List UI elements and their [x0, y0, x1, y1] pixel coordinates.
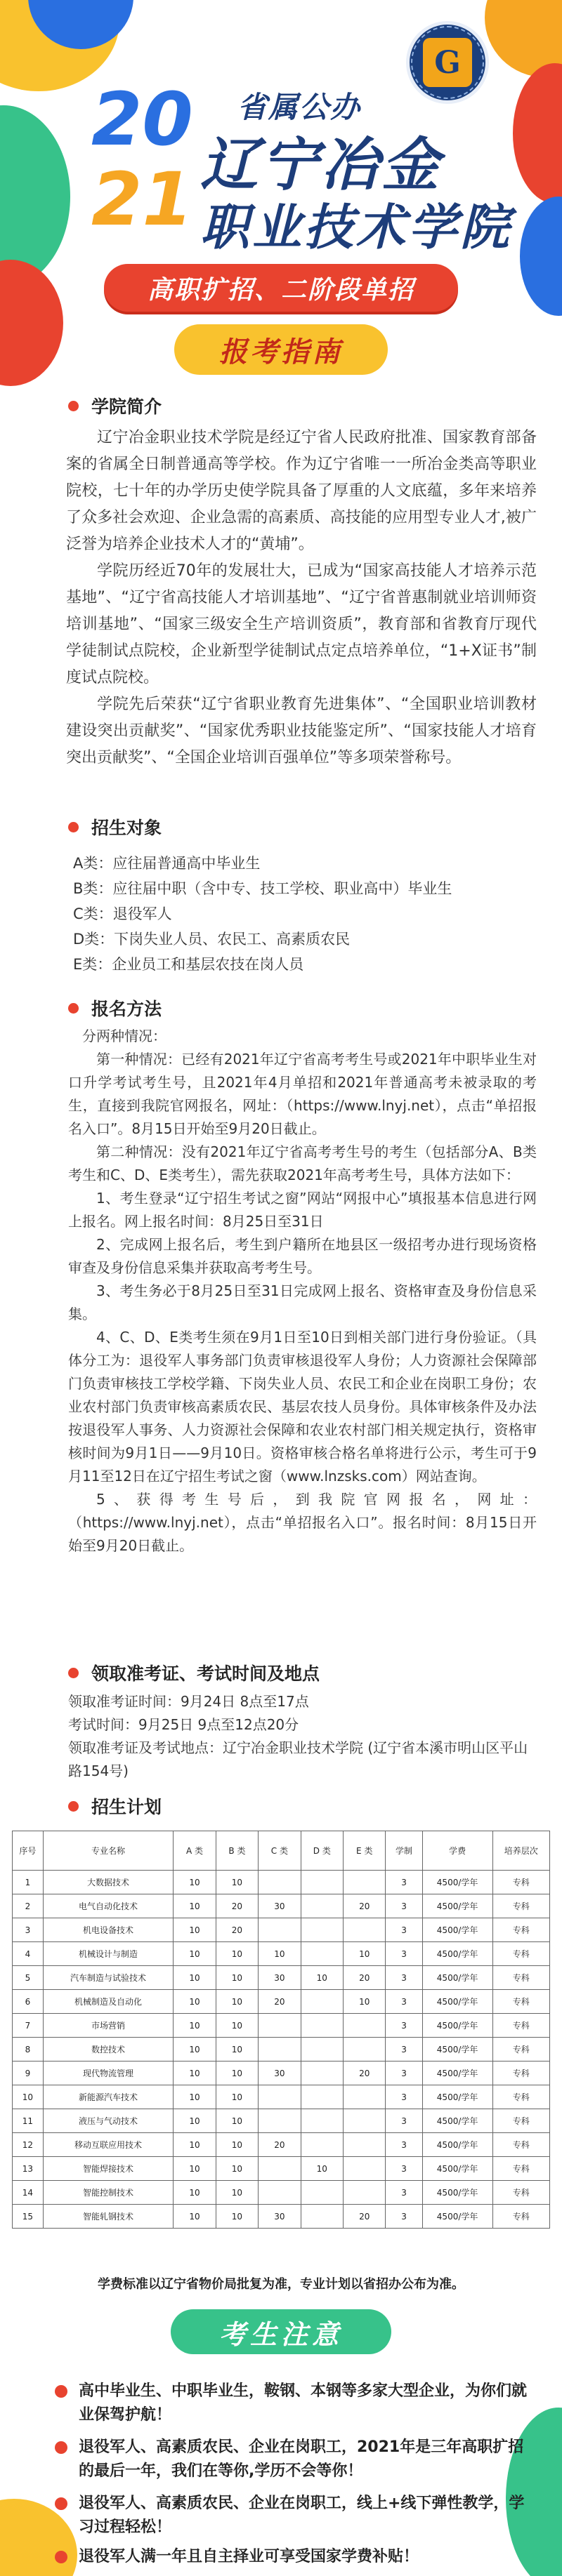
bullet-dot-icon: [55, 2497, 67, 2510]
table-cell: 大数据技术: [43, 1871, 174, 1894]
notice-badge: 考生注意: [171, 2309, 391, 2354]
title-small: 省属公办: [237, 90, 362, 124]
table-cell: 10: [216, 1966, 258, 1990]
table-cell: 专科: [492, 2157, 549, 2181]
table-cell: 30: [259, 1894, 301, 1918]
column-header: 专业名称: [43, 1831, 174, 1871]
table-cell: 3: [386, 2014, 422, 2038]
table-cell: 10: [216, 2085, 258, 2109]
table-row: [13, 1990, 550, 2014]
table-row: [13, 2038, 550, 2062]
table-cell: 4500/学年: [422, 2062, 492, 2085]
column-header: 学费: [422, 1831, 492, 1871]
column-header: D 类: [301, 1831, 343, 1871]
table-cell: 10: [216, 2157, 258, 2181]
deco-red-blob-right: [513, 63, 562, 204]
table-row: [13, 2205, 550, 2229]
bullet-dot-icon: [55, 2385, 67, 2398]
table-cell: 专科: [492, 2038, 549, 2062]
column-header: 培养层次: [492, 1831, 549, 1871]
methods-paragraph: 2、完成网上报名后，考生到户籍所在地县区一级招考办进行现场资格审查及身份信息采集并获取高考考生号。: [68, 1236, 537, 1276]
logo-ring: [411, 26, 484, 99]
table-cell: 4500/学年: [422, 2038, 492, 2062]
column-header: E 类: [344, 1831, 386, 1871]
table-cell: 10: [174, 1894, 216, 1918]
table-cell: 10: [13, 2085, 44, 2109]
table-cell: 汽车制造与试验技术: [43, 1966, 174, 1990]
table-cell: 智能轧钢技术: [43, 2205, 174, 2229]
notice-item: 退役军人、高素质农民、企业在岗职工，2021年是三年高职扩招的最后一年，我们在等你,学历不会等你！: [79, 2436, 528, 2483]
table-cell: [301, 1990, 343, 2014]
table-cell: [259, 2085, 301, 2109]
table-cell: 2: [13, 1894, 44, 1918]
year-top: 20: [91, 77, 193, 162]
column-header: C 类: [259, 1831, 301, 1871]
table-cell: [344, 2038, 386, 2062]
table-cell: [301, 1871, 343, 1894]
table-cell: 4500/学年: [422, 1918, 492, 1942]
table-cell: 12: [13, 2133, 44, 2157]
table-cell: [344, 1918, 386, 1942]
title-line1: 辽宁冶金: [200, 132, 442, 199]
table-cell: 10: [216, 2014, 258, 2038]
bullet-dot-icon: [68, 401, 79, 411]
table-row: [13, 1894, 550, 1918]
list-item: C类：退役军人: [73, 905, 172, 922]
notice-item: 退役军人满一年且自主择业可享受国家学费补贴！: [79, 2545, 528, 2569]
table-cell: [301, 2062, 343, 2085]
table-cell: 10: [174, 1918, 216, 1942]
table-cell: 10: [174, 2157, 216, 2181]
intro-heading: 学院简介: [68, 393, 162, 418]
table-cell: 专科: [492, 1990, 549, 2014]
table-cell: 专科: [492, 2205, 549, 2229]
guide-badge: 报考指南: [174, 324, 388, 375]
methods-paragraph: 4、C、D、E类考生须在9月1日至10日到相关部门进行身份验证。（具体分工为：退役军人事务部门负责审核退役军人身份；人力资源社会保障部门负责审核技工学校学籍、下岗失业人员、农民工和企业在岗职工身份；农业农村部门负责审核高素质农民、基层农技人员身份。具体审核条件及办法按退役军人事务、人力资源社会保障和农业农村部门相关规定执行，资格审核时间为9月1日——9月10日。资格审核合格名单将进行公示，考生可于9月11至12日在辽宁招生考试之窗（www.lnzsks.com）网站查询。: [68, 1329, 537, 1485]
table-cell: 20: [259, 1990, 301, 2014]
table-cell: [301, 1942, 343, 1966]
table-cell: 10: [174, 2133, 216, 2157]
list-item: B类：应往届中职（含中专、技工学校、职业高中）毕业生: [73, 880, 452, 897]
deco-red-blob: [0, 260, 63, 386]
table-cell: 智能控制技术: [43, 2181, 174, 2205]
table-cell: 14: [13, 2181, 44, 2205]
table-cell: [301, 2205, 343, 2229]
table-cell: 30: [259, 2062, 301, 2085]
table-cell: 7: [13, 2014, 44, 2038]
table-cell: 4500/学年: [422, 2205, 492, 2229]
table-cell: 3: [386, 1894, 422, 1918]
bullet-dot-icon: [68, 822, 79, 832]
table-cell: 3: [386, 1942, 422, 1966]
table-cell: 4500/学年: [422, 1990, 492, 2014]
bullet-dot-icon: [55, 2441, 67, 2454]
intro-body: [66, 425, 537, 771]
table-row: [13, 2181, 550, 2205]
table-cell: 3: [386, 2181, 422, 2205]
table-cell: 10: [344, 1990, 386, 2014]
table-cell: [259, 2014, 301, 2038]
plan-table-body: [13, 1871, 550, 2229]
bullet-dot-icon: [68, 1003, 79, 1014]
table-row: [13, 2157, 550, 2181]
table-cell: 4: [13, 1942, 44, 1966]
table-row: [13, 1966, 550, 1990]
table-cell: 20: [216, 1894, 258, 1918]
table-cell: [301, 2181, 343, 2205]
table-cell: 10: [174, 2014, 216, 2038]
table-cell: [259, 2038, 301, 2062]
table-cell: 智能焊接技术: [43, 2157, 174, 2181]
table-cell: 10: [174, 2085, 216, 2109]
table-row: [13, 2062, 550, 2085]
table-cell: 10: [216, 1871, 258, 1894]
table-cell: 13: [13, 2157, 44, 2181]
table-cell: 20: [344, 2205, 386, 2229]
table-cell: 3: [13, 1918, 44, 1942]
table-cell: 专科: [492, 2109, 549, 2133]
notice-item: 退役军人、高素质农民、企业在岗职工，线上+线下弹性教学，学习过程轻松！: [79, 2492, 528, 2540]
column-header: 学制: [386, 1831, 422, 1871]
bullet-dot-icon: [55, 2551, 67, 2563]
methods-paragraph: 分两种情况：: [82, 1028, 166, 1044]
table-cell: 3: [386, 1871, 422, 1894]
table-cell: 3: [386, 2038, 422, 2062]
methods-heading: 报名方法: [68, 995, 162, 1021]
table-cell: 市场营销: [43, 2014, 174, 2038]
table-cell: 3: [386, 2205, 422, 2229]
column-header: A 类: [174, 1831, 216, 1871]
table-cell: 专科: [492, 2014, 549, 2038]
table-cell: 4500/学年: [422, 1894, 492, 1918]
table-cell: 3: [386, 2157, 422, 2181]
methods-paragraph: 5、获得考生号后，到我院官网报名，网址：（https://www.lnyj.net），点击“单招报名入口”。报名时间：8月15日开始至9月20日截止。: [68, 1491, 537, 1554]
table-cell: 9: [13, 2062, 44, 2085]
table-cell: 3: [386, 2085, 422, 2109]
targets-heading: 招生对象: [68, 814, 162, 839]
table-cell: [259, 2157, 301, 2181]
intro-paragraph: 学院先后荣获“辽宁省职业教育先进集体”、“全国职业培训教材建设突出贡献奖”、“国家优秀职业技能鉴定所”、“国家技能人才培育突出贡献奖”、“全国企业培训百强单位”等多项荣誉称号。: [66, 696, 537, 766]
table-cell: 3: [386, 2109, 422, 2133]
intro-paragraph: 辽宁冶金职业技术学院是经辽宁省人民政府批准、国家教育部备案的省属全日制普通高等学校。作为辽宁省唯一一所冶金类高等职业院校，七十年的办学历史使学院具备了厚重的人文底蕴，多年来培养了众多社会欢迎、企业急需的高素质、高技能的应用型专业人才,被广泛誉为培养企业技术人才的“黄埔”。: [66, 429, 537, 553]
table-cell: [259, 2181, 301, 2205]
exam-line: 考试时间：9月25日 9点至12点20分: [68, 1716, 299, 1733]
table-cell: 10: [174, 1990, 216, 2014]
table-cell: 4500/学年: [422, 1966, 492, 1990]
table-row: [13, 1942, 550, 1966]
table-cell: [344, 2181, 386, 2205]
year-bottom: 21: [91, 157, 193, 242]
table-cell: 6: [13, 1990, 44, 2014]
table-cell: 专科: [492, 1894, 549, 1918]
table-cell: 4500/学年: [422, 2109, 492, 2133]
table-cell: 10: [216, 2062, 258, 2085]
exam-line: 领取准考证时间：9月24日 8点至17点: [68, 1693, 309, 1710]
table-cell: 新能源汽车技术: [43, 2085, 174, 2109]
list-item: E类：企业员工和基层农技在岗人员: [73, 956, 304, 973]
plan-note: 学费标准以辽宁省物价局批复为准，专业计划以省招办公布为准。: [98, 2277, 464, 2292]
table-cell: [259, 2109, 301, 2133]
plan-table: [12, 1831, 550, 2229]
table-cell: 10: [174, 1871, 216, 1894]
table-cell: 20: [344, 2062, 386, 2085]
table-cell: 专科: [492, 1966, 549, 1990]
table-cell: 10: [174, 2038, 216, 2062]
table-cell: 4500/学年: [422, 1871, 492, 1894]
table-cell: [344, 1871, 386, 1894]
title-line2: 职业技术学院: [200, 199, 512, 256]
table-cell: 4500/学年: [422, 2085, 492, 2109]
table-cell: 10: [216, 2038, 258, 2062]
table-cell: 10: [301, 1966, 343, 1990]
table-cell: [259, 1918, 301, 1942]
table-cell: 10: [174, 2062, 216, 2085]
table-cell: [301, 2014, 343, 2038]
table-cell: [344, 2109, 386, 2133]
table-cell: 3: [386, 2062, 422, 2085]
targets-list: [73, 851, 537, 977]
table-cell: 20: [344, 1966, 386, 1990]
logo-emblem-icon: G: [423, 38, 472, 87]
table-cell: [301, 2038, 343, 2062]
intro-paragraph: 学院历经近70年的发展壮大，已成为“国家高技能人才培养示范基地”、“辽宁省高技能人才培训基地”、“辽宁省普惠制就业培训师资培训基地”、“国家三级安全生产培训资质”，教育部和省教育厅现代学徒制试点院校，企业新型学徒制试点定点培养单位，“1+X证书”制度试点院校。: [66, 562, 537, 686]
table-row: [13, 2085, 550, 2109]
table-cell: 20: [216, 1918, 258, 1942]
methods-paragraph: 1、考生登录“辽宁招生考试之窗”网站“网报中心”填报基本信息进行网上报名。网上报名时间：8月25日至31日: [68, 1190, 537, 1230]
table-cell: 4500/学年: [422, 2014, 492, 2038]
table-cell: [301, 2109, 343, 2133]
table-cell: 10: [174, 1942, 216, 1966]
table-cell: [344, 2157, 386, 2181]
table-cell: 4500/学年: [422, 2133, 492, 2157]
list-item: A类：应往届普通高中毕业生: [73, 855, 261, 872]
table-row: [13, 2014, 550, 2038]
table-cell: 10: [216, 2181, 258, 2205]
table-cell: 专科: [492, 1871, 549, 1894]
table-cell: [301, 1894, 343, 1918]
table-row: [13, 1871, 550, 1894]
table-cell: 3: [386, 2133, 422, 2157]
table-cell: 电气自动化技术: [43, 1894, 174, 1918]
table-cell: 专科: [492, 2181, 549, 2205]
table-header-row: [13, 1831, 550, 1871]
table-cell: 专科: [492, 1942, 549, 1966]
column-header: 序号: [13, 1831, 44, 1871]
table-cell: 机械设计与制造: [43, 1942, 174, 1966]
table-cell: 4500/学年: [422, 2157, 492, 2181]
column-header: B 类: [216, 1831, 258, 1871]
bullet-dot-icon: [68, 1801, 79, 1812]
deco-yellow-blob-bottom: [0, 2499, 77, 2576]
table-cell: [344, 2085, 386, 2109]
table-row: [13, 2133, 550, 2157]
table-cell: 10: [259, 1942, 301, 1966]
notice-item: 高中毕业生、中职毕业生，鞍钢、本钢等多家大型企业，为你们就业保驾护航！: [79, 2379, 528, 2427]
table-cell: 10: [216, 2133, 258, 2157]
table-cell: 10: [174, 2181, 216, 2205]
table-cell: 专科: [492, 1918, 549, 1942]
table-cell: 数控技术: [43, 2038, 174, 2062]
table-cell: 4500/学年: [422, 1942, 492, 1966]
methods-paragraph: 第二种情况：没有2021年辽宁省高考考生号的考生（包括部分A、B类考生和C、D、E类考生），需先获取2021年高考考生号，具体方法如下：: [68, 1143, 537, 1183]
table-cell: 30: [259, 2205, 301, 2229]
exam-body: [68, 1690, 537, 1783]
table-cell: 15: [13, 2205, 44, 2229]
table-cell: 10: [174, 1966, 216, 1990]
table-cell: 4500/学年: [422, 2181, 492, 2205]
table-cell: 3: [386, 1966, 422, 1990]
table-cell: [301, 1918, 343, 1942]
table-cell: 专科: [492, 2085, 549, 2109]
school-logo: [406, 21, 489, 104]
enrollment-ribbon: 高职扩招、二阶段单招: [104, 264, 458, 312]
table-cell: 10: [174, 2205, 216, 2229]
table-cell: [344, 2133, 386, 2157]
table-cell: 液压与气动技术: [43, 2109, 174, 2133]
exam-line: 领取准考证及考试地点：辽宁冶金职业技术学院 (辽宁省本溪市明山区平山路154号): [68, 1739, 528, 1779]
bullet-dot-icon: [68, 1668, 79, 1678]
table-cell: 专科: [492, 2133, 549, 2157]
table-cell: 10: [216, 1942, 258, 1966]
plan-heading: 招生计划: [68, 1793, 162, 1819]
table-cell: 10: [216, 2205, 258, 2229]
table-cell: 10: [174, 2109, 216, 2133]
table-cell: [259, 1871, 301, 1894]
methods-body: [68, 1025, 537, 1558]
table-cell: 30: [259, 1966, 301, 1990]
list-item: D类：下岗失业人员、农民工、高素质农民: [73, 931, 351, 948]
table-cell: 10: [344, 1942, 386, 1966]
table-row: [13, 1918, 550, 1942]
table-cell: 机械制造及自动化: [43, 1990, 174, 2014]
table-cell: 机电设备技术: [43, 1918, 174, 1942]
table-cell: 10: [216, 2109, 258, 2133]
table-cell: 3: [386, 1990, 422, 2014]
table-row: [13, 2109, 550, 2133]
table-cell: 移动互联应用技术: [43, 2133, 174, 2157]
exam-heading: 领取准考证、考试时间及地点: [68, 1660, 320, 1685]
table-cell: [301, 2133, 343, 2157]
table-cell: 20: [344, 1894, 386, 1918]
table-cell: 11: [13, 2109, 44, 2133]
methods-paragraph: 第一种情况：已经有2021年辽宁省高考考生号或2021年中职毕业生对口升学考试考生号，且2021年4月单招和2021年普通高考未被录取的考生，直接到我院官网报名，网址：（https://www.lnyj.net），点击“单招报名入口”。8月15日开始至9月20日截止。: [68, 1051, 537, 1137]
table-cell: 3: [386, 1918, 422, 1942]
methods-paragraph: 3、考生务必于8月25日至31日完成网上报名、资格审查及身份信息采集。: [68, 1282, 537, 1322]
table-cell: 20: [259, 2133, 301, 2157]
table-cell: 1: [13, 1871, 44, 1894]
table-cell: 10: [216, 1990, 258, 2014]
deco-blue-blob-right: [520, 197, 562, 316]
table-cell: 8: [13, 2038, 44, 2062]
table-cell: [301, 2085, 343, 2109]
table-cell: 现代物流管理: [43, 2062, 174, 2085]
table-cell: 10: [301, 2157, 343, 2181]
table-cell: 5: [13, 1966, 44, 1990]
table-cell: 专科: [492, 2062, 549, 2085]
table-cell: [344, 2014, 386, 2038]
